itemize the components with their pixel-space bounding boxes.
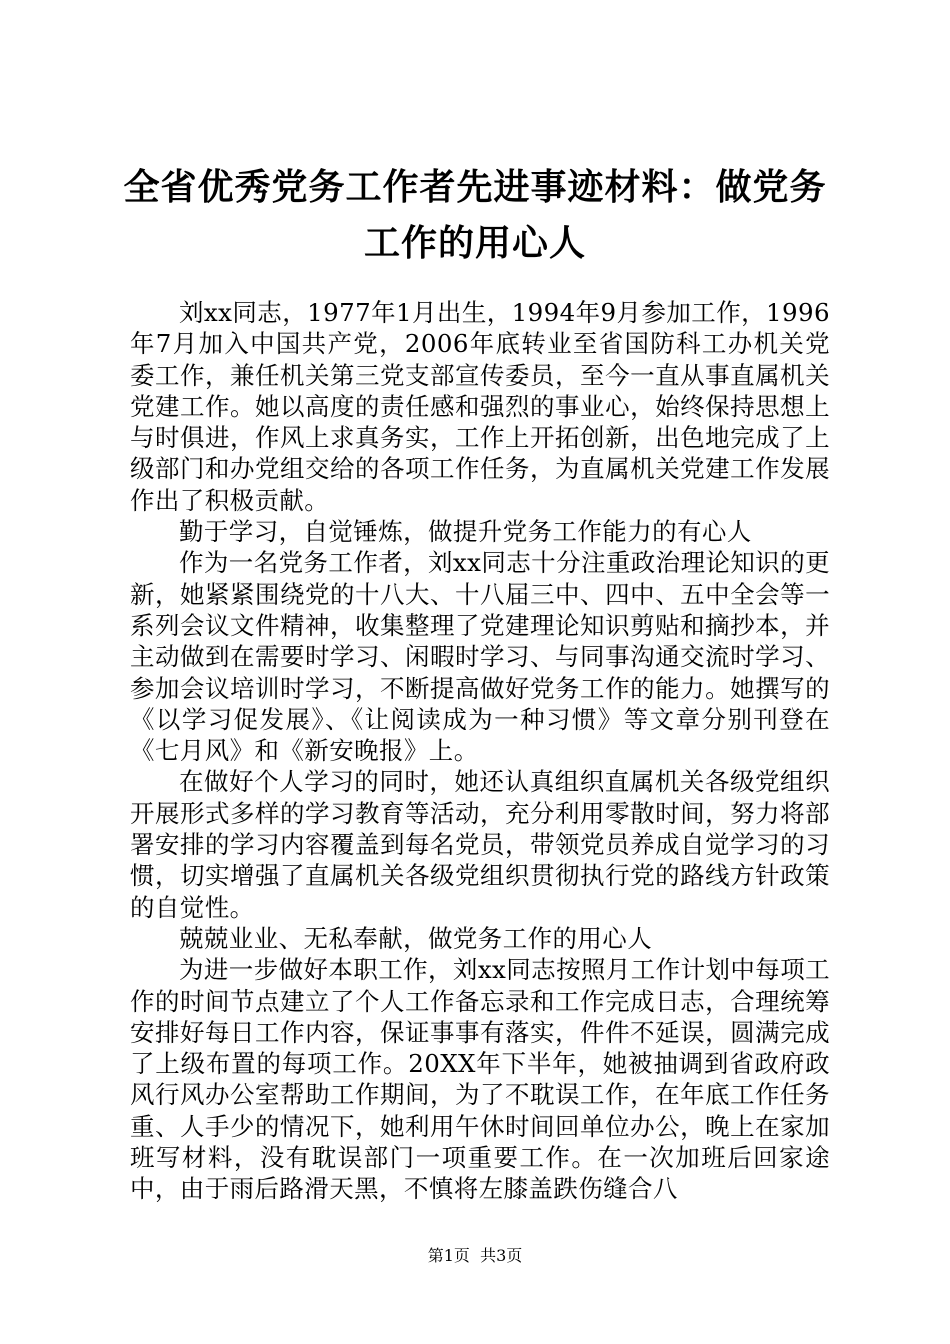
section-heading-study: 勤于学习，自觉锤炼，做提升党务工作能力的有心人	[179, 517, 752, 547]
page-number-footer: 第1页 共3页	[427, 1246, 523, 1265]
document-title: 全省优秀党务工作者先进事迹材料：做党务工作的用心人	[123, 167, 827, 264]
section-heading-dedication: 兢兢业业、无私奉献，做党务工作的用心人	[179, 923, 653, 953]
paragraph-dedication-1: 为进一步做好本职工作，刘xx同志按照月工作计划中每项工作的时间节点建立了个人工作备忘录和工作完成日志，合理统筹安排好每日工作内容，保证事事有落实，件件不延误，圆满完成了上级布置的每项工作。20XX年下半年，她被抽调到省政府政风行风办公室帮助工作期间，为了不耽误工作，在年底工作任务重、人手少的情况下，她利用午休时间回单位办公，晚上在家加班写材料，没有耽误部门一项重要工作。在一次加班后回家途中，由于雨后路滑天黑，不慎将左膝盖跌伤缝合八	[130, 955, 830, 1204]
paragraph-intro: 刘xx同志，1977年1月出生，1994年9月参加工作，1996年7月加入中国共产党，2006年底转业至省国防科工办机关党委工作，兼任机关第三党支部宣传委员，至今一直从事直属机关党建工作。她以高度的责任感和强烈的事业心，始终保持思想上与时俱进，作风上求真务实，工作上开拓创新，出色地完成了上级部门和办党组交给的各项工作任务，为直属机关党建工作发展作出了积极贡献。	[130, 298, 830, 515]
paragraph-study-1: 作为一名党务工作者，刘xx同志十分注重政治理论知识的更新，她紧紧围绕党的十八大、十八届三中、四中、五中全会等一系列会议文件精神，收集整理了党建理论知识剪贴和摘抄本，并主动做到在需要时学习、闲暇时学习、与同事沟通交流时学习、参加会议培训时学习，不断提高做好党务工作的能力。她撰写的《以学习促发展》、《让阅读成为一种习惯》等文章分别刊登在《七月风》和《新安晚报》上。	[130, 548, 830, 766]
document-body	[130, 297, 830, 1205]
paragraph-study-2: 在做好个人学习的同时，她还认真组织直属机关各级党组织开展形式多样的学习教育等活动，充分利用零散时间，努力将部署安排的学习内容覆盖到每名党员，带领党员养成自觉学习的习惯，切实增强了直属机关各级党组织贯彻执行党的路线方针政策的自觉性。	[130, 767, 830, 922]
